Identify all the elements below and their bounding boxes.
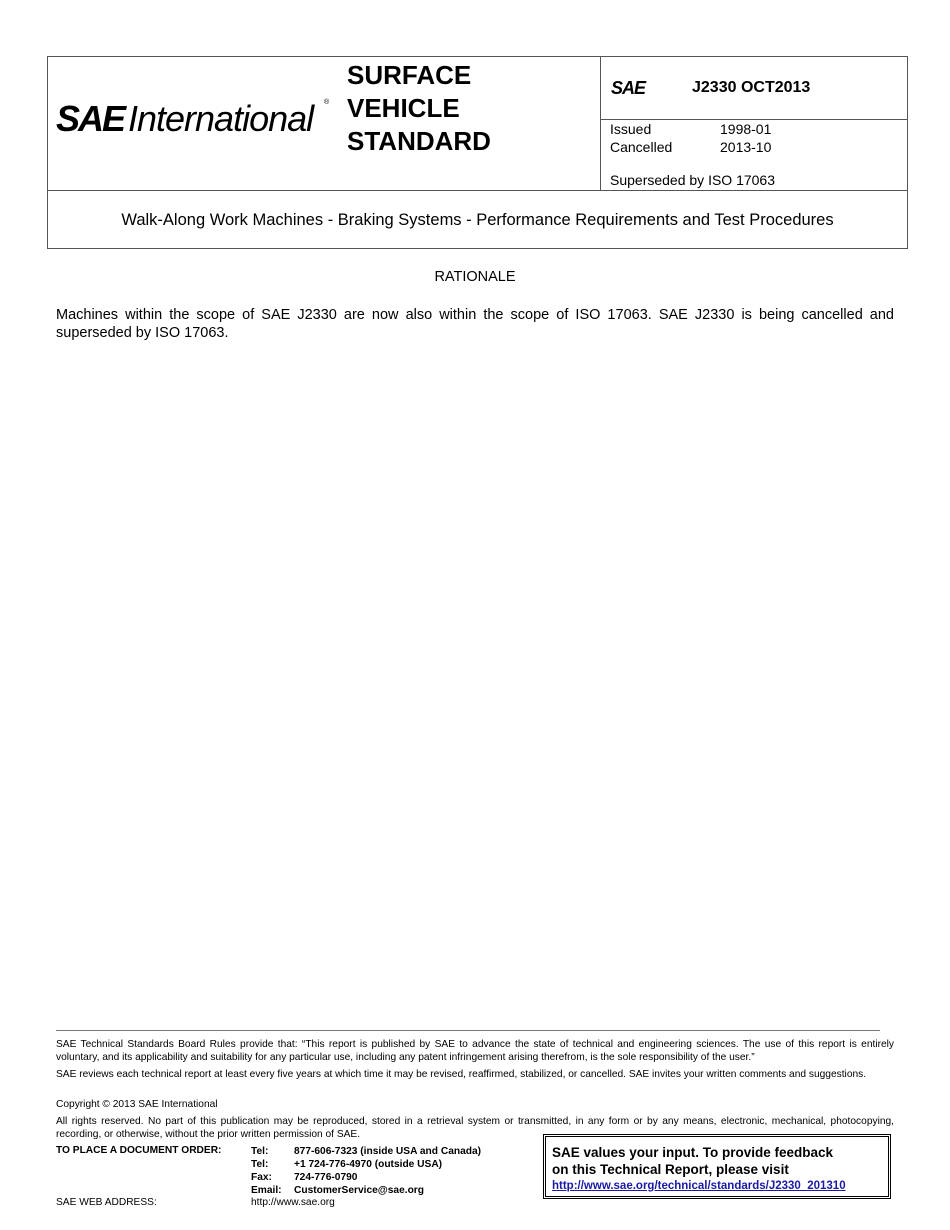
feedback-text-line: on this Technical Report, please visit <box>552 1162 789 1177</box>
doc-type-line: VEHICLE <box>347 93 460 123</box>
doc-type-line: SURFACE <box>347 60 472 90</box>
rationale-heading: RATIONALE <box>434 269 516 285</box>
document-number-cell <box>601 57 908 120</box>
status-label: Issued <box>610 121 652 137</box>
sae-international-logo <box>48 57 344 190</box>
contact-value[interactable]: CustomerService@sae.org <box>294 1185 424 1196</box>
title-row <box>48 190 907 249</box>
feedback-text-line: SAE values your input. To provide feedback <box>552 1145 834 1160</box>
web-address-label: SAE WEB ADDRESS: <box>56 1197 157 1208</box>
review-notice: SAE reviews each technical report at least every five years at which time it may be revised, reaffirmed, stabilized, or cancelled. SAE invites your written comments and suggestions. <box>56 1069 867 1080</box>
contact-key: Tel: <box>251 1159 269 1170</box>
contact-value: +1 724-776-4970 (outside USA) <box>294 1159 443 1170</box>
contact-key: Fax: <box>251 1172 272 1183</box>
feedback-box <box>543 1134 891 1199</box>
superseded-note: Superseded by ISO 17063 <box>610 172 776 188</box>
logo-wordmark: International <box>128 98 314 139</box>
document-number: J2330 OCT2013 <box>692 79 811 96</box>
doc-type-line: STANDARD <box>347 126 491 156</box>
document-header <box>47 56 908 249</box>
rules-notice: SAE Technical Standards Board Rules provide that: “This report is published by SAE to advance the state of technical and engineering sciences. The use of this report is entirely voluntary, and its applicability and suitability for any particular use, including any patent infringement arising therefrom, is the sole responsibility of the user.” <box>56 1039 894 1063</box>
status-value: 1998-01 <box>720 121 772 137</box>
contact-value: 724-776-0790 <box>294 1172 358 1183</box>
contact-value: 877-606-7323 (inside USA and Canada) <box>294 1146 482 1157</box>
document-title: Walk-Along Work Machines - Braking Systems - Performance Requirements and Test Procedures <box>121 211 834 229</box>
contact-key: Tel: <box>251 1146 269 1157</box>
web-address-link[interactable]: http://www.sae.org <box>251 1197 335 1208</box>
document-type <box>347 59 491 158</box>
copyright-notice: Copyright © 2013 SAE International <box>56 1099 218 1110</box>
footer-divider <box>56 1030 880 1031</box>
contact-key: Email: <box>251 1185 282 1196</box>
document-info-panel <box>600 57 908 190</box>
order-label: TO PLACE A DOCUMENT ORDER: <box>56 1145 222 1156</box>
sae-logo-mark: SAE <box>56 98 125 139</box>
feedback-link[interactable]: http://www.sae.org/technical/standards/J2330_201310 <box>552 1180 846 1192</box>
status-label: Cancelled <box>610 139 673 155</box>
rationale-paragraph: Machines within the scope of SAE J2330 are now also within the scope of ISO 17063. SAE J2330 is being cancelled and superseded by ISO 17063. <box>56 307 894 341</box>
status-value: 2013-10 <box>720 139 772 155</box>
rights-notice: All rights reserved. No part of this publication may be reproduced, stored in a retrieval system or transmitted, in any form or by any means, electronic, mechanical, photocopying, recording, or otherwise, without the prior written permission of SAE. <box>56 1116 894 1140</box>
trademark-symbol: ® <box>324 99 330 106</box>
sae-mini-logo: SAE <box>611 78 646 98</box>
